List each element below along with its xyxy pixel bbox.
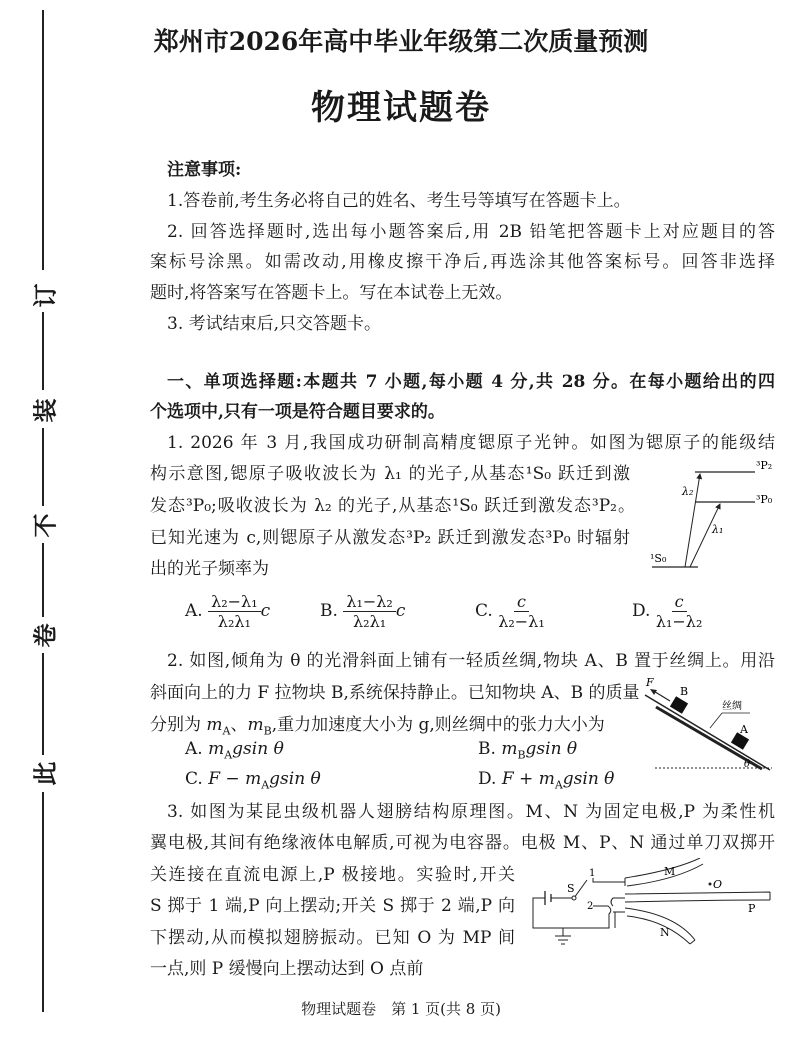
notice-heading: 注意事项: bbox=[167, 160, 242, 180]
option-prefix: F − bbox=[208, 769, 246, 789]
question-text: 下摆动,从而模拟翅膀振动。已知 O 为 MP 间 bbox=[150, 928, 515, 948]
option-suffix: c bbox=[395, 601, 406, 621]
option-c bbox=[185, 769, 321, 791]
binding-char: 卷 bbox=[30, 623, 60, 648]
numerator: λ₂−λ₁ bbox=[208, 592, 261, 612]
label-p: P bbox=[748, 902, 756, 915]
label-a: A bbox=[740, 723, 748, 736]
numerator: λ₁−λ₂ bbox=[343, 592, 396, 612]
sub: A bbox=[222, 724, 231, 738]
binding-divider bbox=[42, 312, 44, 390]
paper-subtitle: 物理试题卷 bbox=[311, 88, 491, 128]
wire-p bbox=[611, 898, 625, 906]
wing-circuit-diagram bbox=[525, 858, 775, 948]
notice-line: 2. 回答选择题时,选出每小题答案后,用 2B 铅笔把答题卡上对应题目的答 bbox=[167, 222, 775, 242]
option-label: C. bbox=[475, 601, 493, 621]
option-label: C. bbox=[185, 769, 209, 789]
label-lambda2: λ₂ bbox=[682, 485, 694, 498]
option-label: D. bbox=[632, 601, 651, 621]
var: m bbox=[208, 739, 225, 759]
binding-divider bbox=[42, 543, 44, 617]
label-3p0: ³P₀ bbox=[756, 493, 773, 506]
page-footer: 物理试题卷 第 1 页(共 8 页) bbox=[301, 1000, 501, 1018]
option-label: A. bbox=[185, 601, 203, 621]
sub: A bbox=[224, 748, 233, 762]
label-o: O bbox=[713, 878, 723, 891]
label-theta: θ bbox=[744, 759, 751, 770]
section-heading: 个选项中,只有一项是符合题目要求的。 bbox=[150, 402, 445, 422]
question-text: 翼电极,其间有绝缘液体电解质,可视为电容器。电极 M、P、N 通过单刀双掷开 bbox=[150, 833, 775, 853]
question-text: 构示意图,锶原子吸收波长为 λ₁ 的光子,从基态¹S₀ 跃迁到激 bbox=[150, 464, 630, 484]
label-terminal-1: 1 bbox=[589, 868, 596, 879]
question-text: 2. 如图,倾角为 θ 的光滑斜面上铺有一轻质丝绸,物块 A、B 置于丝绸上。用沿 bbox=[167, 651, 775, 671]
text: 分别为 bbox=[150, 715, 207, 735]
fraction bbox=[656, 592, 703, 631]
sub: A bbox=[261, 778, 270, 792]
label-m: M bbox=[664, 865, 676, 878]
option-d bbox=[632, 592, 702, 631]
label-terminal-2: 2 bbox=[587, 901, 594, 912]
label-n: N bbox=[660, 926, 670, 939]
option-rest: gsin θ bbox=[525, 739, 578, 759]
switch-pivot bbox=[572, 896, 576, 900]
sub: A bbox=[554, 778, 563, 792]
electrode-p bbox=[625, 892, 770, 902]
binding-divider bbox=[42, 653, 44, 755]
sub: B bbox=[263, 724, 272, 738]
option-label: D. bbox=[478, 769, 502, 789]
fraction bbox=[498, 592, 545, 631]
exam-title: 郑州市2026年高中毕业年级第二次质量预测 bbox=[153, 27, 649, 56]
question-text: 3. 如图为某昆虫级机器人翅膀结构原理图。M、N 为固定电极,P 为柔性机 bbox=[167, 802, 775, 822]
binding-divider bbox=[42, 792, 44, 1012]
binding-divider bbox=[42, 428, 44, 506]
notice-line: 1.答卷前,考生务必将自己的姓名、考生号等填写在答题卡上。 bbox=[167, 191, 631, 211]
option-rest: gsin θ bbox=[562, 769, 615, 789]
binding-char: 装 bbox=[30, 398, 60, 423]
option-label: B. bbox=[478, 739, 502, 759]
denominator: λ₁−λ₂ bbox=[655, 612, 703, 631]
binding-char: 此 bbox=[30, 761, 60, 786]
question-text: 1. 2026 年 3 月,我国成功研制高精度锶原子光钟。如图为锶原子的能级结 bbox=[167, 433, 775, 453]
label-s: S bbox=[567, 882, 575, 895]
option-label: A. bbox=[185, 739, 209, 759]
var: m bbox=[247, 715, 264, 735]
fraction bbox=[208, 592, 261, 631]
label-silk: 丝绸 bbox=[722, 701, 742, 712]
silk-leader bbox=[710, 713, 722, 728]
denominator: λ₂λ₁ bbox=[353, 612, 387, 631]
numerator: c bbox=[514, 592, 529, 612]
battery bbox=[545, 891, 551, 905]
question-text: 一点,则 P 缓慢向上摆动达到 O 点前 bbox=[150, 959, 424, 979]
denominator: λ₂−λ₁ bbox=[498, 612, 545, 631]
incline-surface bbox=[645, 695, 770, 770]
question-text: 关连接在直流电源上,P 极接地。实验时,开关 bbox=[150, 865, 515, 885]
option-a bbox=[185, 739, 284, 761]
point-o bbox=[709, 883, 712, 886]
energy-level-diagram bbox=[640, 455, 780, 575]
option-label: B. bbox=[320, 601, 338, 621]
question-text: 发态³P₀;吸收波长为 λ₂ 的光子,从基态¹S₀ 跃迁到激发态³P₂。 bbox=[150, 496, 635, 516]
wire-1 bbox=[593, 878, 625, 882]
var: m bbox=[245, 769, 262, 789]
numerator: c bbox=[672, 592, 687, 612]
question-text: 已知光速为 c,则锶原子从激发态³P₂ 跃迁到激发态³P₀ 时辐射 bbox=[150, 528, 630, 548]
ground-symbol bbox=[555, 928, 571, 944]
label-1s0: ¹S₀ bbox=[650, 552, 667, 565]
option-rest: gsin θ bbox=[232, 739, 284, 759]
option-rest: gsin θ bbox=[269, 769, 321, 789]
option-prefix: F + bbox=[501, 769, 539, 789]
notice-line: 案标号涂黑。如需改动,用橡皮擦干净后,再选涂其他答案标号。回答非选择 bbox=[150, 252, 775, 272]
sub: B bbox=[517, 748, 526, 762]
question-text: S 掷于 1 端,P 向上摆动;开关 S 掷于 2 端,P 向 bbox=[150, 896, 515, 916]
label-3p2: ³P₂ bbox=[756, 459, 773, 472]
fraction bbox=[343, 592, 396, 631]
denominator: λ₂λ₁ bbox=[217, 612, 251, 631]
var: m bbox=[501, 739, 518, 759]
incline-diagram bbox=[640, 675, 775, 775]
var: m bbox=[206, 715, 223, 735]
label-lambda1: λ₁ bbox=[712, 523, 724, 536]
question-text: 斜面向上的力 F 拉物块 B,系统保持静止。已知物块 A、B 的质量 bbox=[150, 683, 640, 703]
binding-char: 不 bbox=[30, 513, 60, 538]
switch-blade bbox=[574, 880, 587, 898]
option-b bbox=[478, 739, 577, 761]
var: m bbox=[538, 769, 555, 789]
option-c bbox=[475, 592, 545, 631]
label-b: B bbox=[680, 685, 689, 698]
binding-char: 订 bbox=[30, 283, 60, 308]
label-f: F bbox=[646, 676, 654, 689]
notice-line: 题时,将答案写在答题卡上。写在本试卷上无效。 bbox=[150, 283, 513, 303]
notice-line: 3. 考试结束后,只交答题卡。 bbox=[167, 314, 382, 334]
section-heading: 一、单项选择题:本题共 7 小题,每小题 4 分,共 28 分。在每小题给出的四 bbox=[167, 372, 775, 392]
text: 、 bbox=[230, 715, 248, 735]
option-suffix: c bbox=[260, 601, 271, 621]
option-b bbox=[320, 592, 405, 631]
option-d bbox=[478, 769, 614, 791]
option-a bbox=[185, 592, 270, 631]
question-text: 出的光子频率为 bbox=[150, 559, 269, 579]
text: ,重力加速度大小为 g,则丝绸中的张力大小为 bbox=[271, 715, 605, 735]
